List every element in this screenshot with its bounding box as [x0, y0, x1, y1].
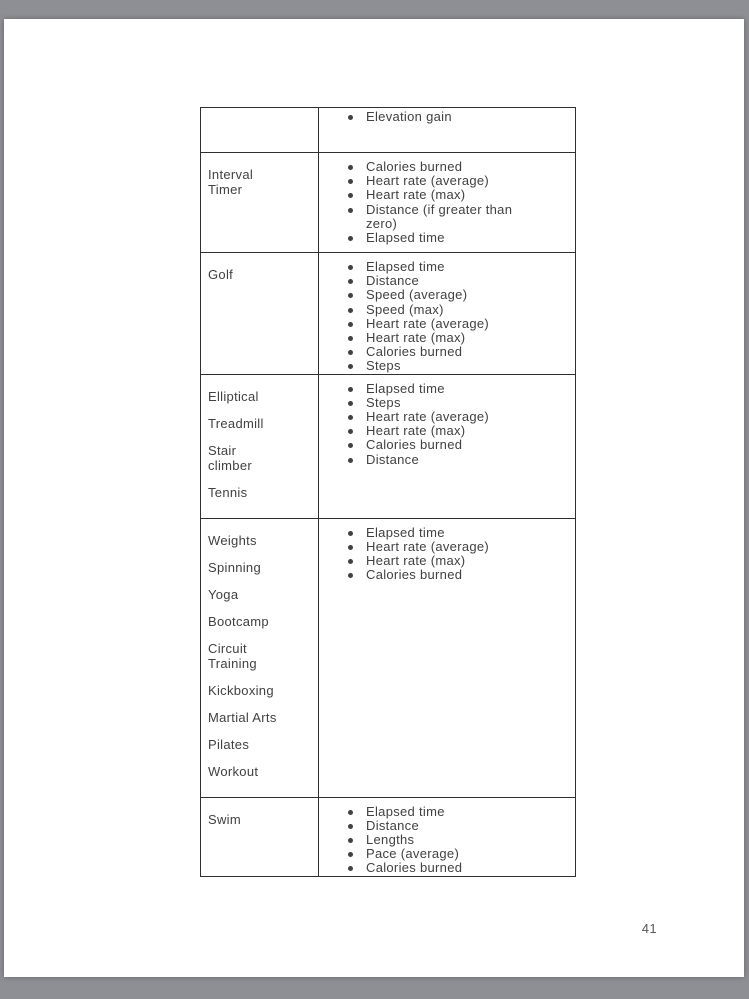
stat-label: Distance (if greater than zero) [366, 201, 513, 231]
activity-cell [201, 374, 319, 518]
stat-label: Elapsed time [366, 230, 445, 246]
bullet-icon [348, 443, 353, 448]
stat-item [319, 110, 565, 124]
bullet-icon [348, 545, 353, 550]
stat-item [319, 861, 565, 875]
activity-label: Circuit Training [208, 640, 257, 671]
activity-cell [201, 797, 319, 876]
bullet-icon [348, 265, 353, 270]
activity-label: Workout [208, 763, 259, 779]
bullet-icon [348, 179, 353, 184]
activity-cell [201, 518, 319, 797]
stat-label: Pace (average) [366, 846, 460, 862]
bullet-icon [348, 429, 353, 434]
stat-item [319, 819, 565, 833]
stat-item [319, 382, 565, 396]
stat-label: Elapsed time [366, 524, 445, 540]
stat-item [319, 345, 565, 359]
stat-item [319, 410, 565, 424]
stat-label: Lengths [366, 832, 415, 848]
bullet-icon [348, 236, 353, 241]
stat-label: Elevation gain [366, 109, 452, 124]
activity-label: Martial Arts [208, 709, 277, 725]
stat-item [319, 438, 565, 452]
activity-label: Tennis [208, 484, 248, 500]
table-body [201, 108, 576, 877]
stat-label: Heart rate (average) [366, 173, 490, 189]
stat-label: Distance [366, 451, 419, 467]
stat-item [319, 288, 565, 302]
stat-label: Elapsed time [366, 803, 445, 819]
stat-item [319, 424, 565, 438]
activity-label: Pilates [208, 736, 250, 752]
bullet-icon [348, 401, 353, 406]
stat-item [319, 260, 565, 274]
bullet-icon [348, 387, 353, 392]
bullet-icon [348, 573, 353, 578]
bullet-icon [348, 531, 353, 536]
stat-item [319, 274, 565, 288]
stat-label: Heart rate (average) [366, 315, 490, 331]
stat-item [319, 453, 565, 467]
activity-cell [201, 253, 319, 375]
table-row [201, 797, 576, 876]
stat-item [319, 805, 565, 819]
bullet-icon [348, 350, 353, 355]
activity-label: Bootcamp [208, 613, 269, 629]
stats-cell [319, 797, 576, 876]
stat-item [319, 331, 565, 345]
stat-label: Elapsed time [366, 380, 445, 396]
bullet-icon [348, 322, 353, 327]
stat-item [319, 396, 565, 410]
stat-label: Calories burned [366, 344, 463, 360]
bullet-icon [348, 824, 353, 829]
bullet-icon [348, 838, 353, 843]
stats-cell [319, 518, 576, 797]
stat-item [319, 554, 565, 568]
bullet-icon [348, 415, 353, 420]
bullet-icon [348, 336, 353, 341]
activity-label: Golf [208, 267, 234, 282]
table-row [201, 153, 576, 253]
bullet-icon [348, 279, 353, 284]
stat-item [319, 526, 565, 540]
stat-label: Heart rate (max) [366, 187, 466, 203]
stats-cell [319, 374, 576, 518]
bullet-icon [348, 293, 353, 298]
bullet-icon [348, 308, 353, 313]
stat-item [319, 568, 565, 582]
bullet-icon [348, 115, 353, 120]
activity-stats-table [200, 107, 576, 877]
activity-cell [201, 108, 319, 153]
activity-label: Weights [208, 532, 257, 548]
stat-item [319, 833, 565, 847]
bullet-icon [348, 364, 353, 369]
activity-label: Elliptical [208, 388, 259, 404]
stat-item [319, 303, 565, 317]
stat-label: Calories burned [366, 437, 463, 453]
activity-label: Interval Timer [208, 167, 254, 197]
bullet-icon [348, 193, 353, 198]
bullet-icon [348, 458, 353, 463]
stat-item [319, 317, 565, 331]
stat-label: Calories burned [366, 860, 463, 876]
stat-label: Steps [366, 394, 401, 410]
stat-item [319, 540, 565, 554]
stat-item [319, 847, 565, 861]
bullet-icon [348, 559, 353, 564]
stat-label: Heart rate (average) [366, 538, 490, 554]
stat-label: Speed (average) [366, 287, 468, 303]
table-row [201, 518, 576, 797]
stat-label: Distance [366, 817, 419, 833]
stat-label: Calories burned [366, 159, 463, 174]
bullet-icon [348, 866, 353, 871]
bullet-icon [348, 208, 353, 213]
stat-label: Distance [366, 273, 419, 289]
stat-label: Elapsed time [366, 259, 445, 274]
table-row [201, 374, 576, 518]
activity-label: Swim [208, 811, 241, 827]
stat-label: Heart rate (max) [366, 423, 466, 439]
document-page [4, 19, 744, 977]
stat-label: Heart rate (average) [366, 409, 490, 425]
stat-item [319, 203, 565, 231]
stat-item [319, 174, 565, 188]
activity-label: Kickboxing [208, 682, 274, 698]
table-row [201, 253, 576, 375]
stats-cell [319, 253, 576, 375]
stat-item [319, 231, 565, 245]
activity-label: Yoga [208, 586, 239, 602]
stat-label: Calories burned [366, 567, 463, 583]
bullet-icon [348, 810, 353, 815]
bullet-icon [348, 165, 353, 170]
activity-cell [201, 153, 319, 253]
stat-label: Heart rate (max) [366, 330, 466, 346]
activity-label: Treadmill [208, 415, 264, 431]
bullet-icon [348, 852, 353, 857]
stat-item [319, 359, 565, 373]
stat-label: Steps [366, 358, 401, 374]
activity-label: Spinning [208, 559, 261, 575]
stats-cell [319, 108, 576, 153]
page-number: 41 [641, 921, 657, 936]
stats-cell [319, 153, 576, 253]
stat-item [319, 160, 565, 174]
table-row [201, 108, 576, 153]
stat-item [319, 188, 565, 202]
stat-label: Heart rate (max) [366, 553, 466, 569]
activity-label: Stair climber [208, 442, 252, 473]
stat-label: Speed (max) [366, 301, 444, 317]
